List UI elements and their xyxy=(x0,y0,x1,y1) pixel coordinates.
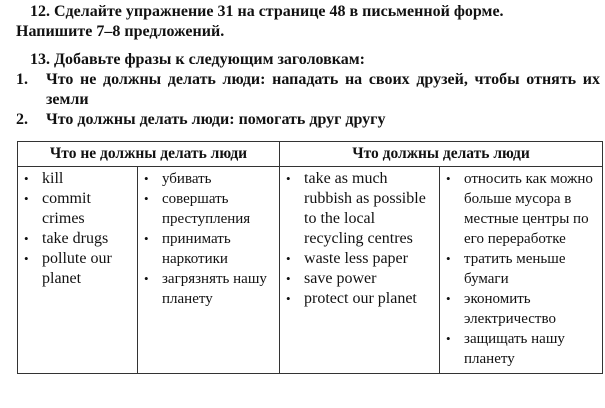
bullet-icon: • xyxy=(144,191,149,206)
list-item xyxy=(22,229,135,249)
item-text: относить как можно больше мусора в местные центры по его переработке xyxy=(464,171,593,247)
item-text: загрязнять нашу планету xyxy=(162,271,267,307)
list-item xyxy=(444,289,600,329)
list-english-should-not xyxy=(22,169,135,289)
item-text: take drugs xyxy=(42,230,109,247)
list-item xyxy=(444,249,600,289)
bullet-icon: • xyxy=(24,191,29,206)
list-item xyxy=(22,189,135,229)
list-english-should xyxy=(284,169,437,309)
bullet-icon: • xyxy=(446,171,451,186)
task-13-item-1-text: Что не должны делать люди: нападать на своих друзей, чтобы отнять их земли xyxy=(46,71,600,108)
task-13-item-1 xyxy=(16,70,600,110)
task-13-list xyxy=(16,70,600,130)
list-item xyxy=(444,169,600,249)
column-english-should xyxy=(280,167,440,374)
list-item xyxy=(284,289,437,309)
list-russian-should xyxy=(444,169,600,369)
list-item xyxy=(22,169,135,189)
list-item xyxy=(284,169,437,249)
bullet-icon: • xyxy=(286,171,291,186)
header-should-not: Что не должны делать люди xyxy=(18,142,280,167)
task-13-item-2-text: Что должны делать люди: помогать друг другу xyxy=(46,111,386,128)
bullet-icon: • xyxy=(286,271,291,286)
item-text: commit crimes xyxy=(42,190,91,227)
answers-table xyxy=(17,141,603,374)
list-item xyxy=(284,269,437,289)
list-item xyxy=(142,169,277,189)
task-13-item-1-number: 1. xyxy=(16,71,28,88)
task-12-line-1: 12. Сделайте упражнение 31 на странице 48 в письменной форме. xyxy=(30,3,504,20)
column-english-should-not xyxy=(18,167,138,374)
item-text: защищать нашу планету xyxy=(464,331,565,367)
list-russian-should-not xyxy=(142,169,277,309)
table-header-row xyxy=(18,142,603,167)
bullet-icon: • xyxy=(144,171,149,186)
item-text: тратить меньше бумаги xyxy=(464,251,566,287)
list-item xyxy=(142,189,277,229)
table-row xyxy=(18,167,603,374)
list-item xyxy=(284,249,437,269)
bullet-icon: • xyxy=(144,271,149,286)
list-item xyxy=(22,249,135,289)
header-should: Что должны делать люди xyxy=(280,142,603,167)
task-13-item-2-number: 2. xyxy=(16,111,28,128)
list-item xyxy=(142,229,277,269)
bullet-icon: • xyxy=(24,231,29,246)
item-text: kill xyxy=(42,170,64,187)
task-13-item-2 xyxy=(16,110,600,130)
item-text: take as much rubbish as possible to the local recycling centres xyxy=(304,170,426,247)
item-text: экономить электричество xyxy=(464,291,556,327)
column-russian-should xyxy=(440,167,603,374)
bullet-icon: • xyxy=(24,171,29,186)
bullet-icon: • xyxy=(446,331,451,346)
list-item xyxy=(142,269,277,309)
bullet-icon: • xyxy=(144,231,149,246)
column-russian-should-not xyxy=(138,167,280,374)
item-text: принимать наркотики xyxy=(162,231,231,267)
bullet-icon: • xyxy=(446,291,451,306)
item-text: pollute our planet xyxy=(42,250,112,287)
task-12-line-2: Напишите 7–8 предложений. xyxy=(16,23,225,40)
item-text: совершать преступления xyxy=(162,191,251,227)
item-text: protect our planet xyxy=(304,290,417,307)
item-text: waste less paper xyxy=(304,250,408,267)
bullet-icon: • xyxy=(24,251,29,266)
task-13-heading: 13. Добавьте фразы к следующим заголовкам: xyxy=(30,51,365,68)
item-text: убивать xyxy=(162,171,212,187)
bullet-icon: • xyxy=(286,291,291,306)
bullet-icon: • xyxy=(286,251,291,266)
bullet-icon: • xyxy=(446,251,451,266)
list-item xyxy=(444,329,600,369)
item-text: save power xyxy=(304,270,377,287)
task-12-text xyxy=(16,2,600,42)
